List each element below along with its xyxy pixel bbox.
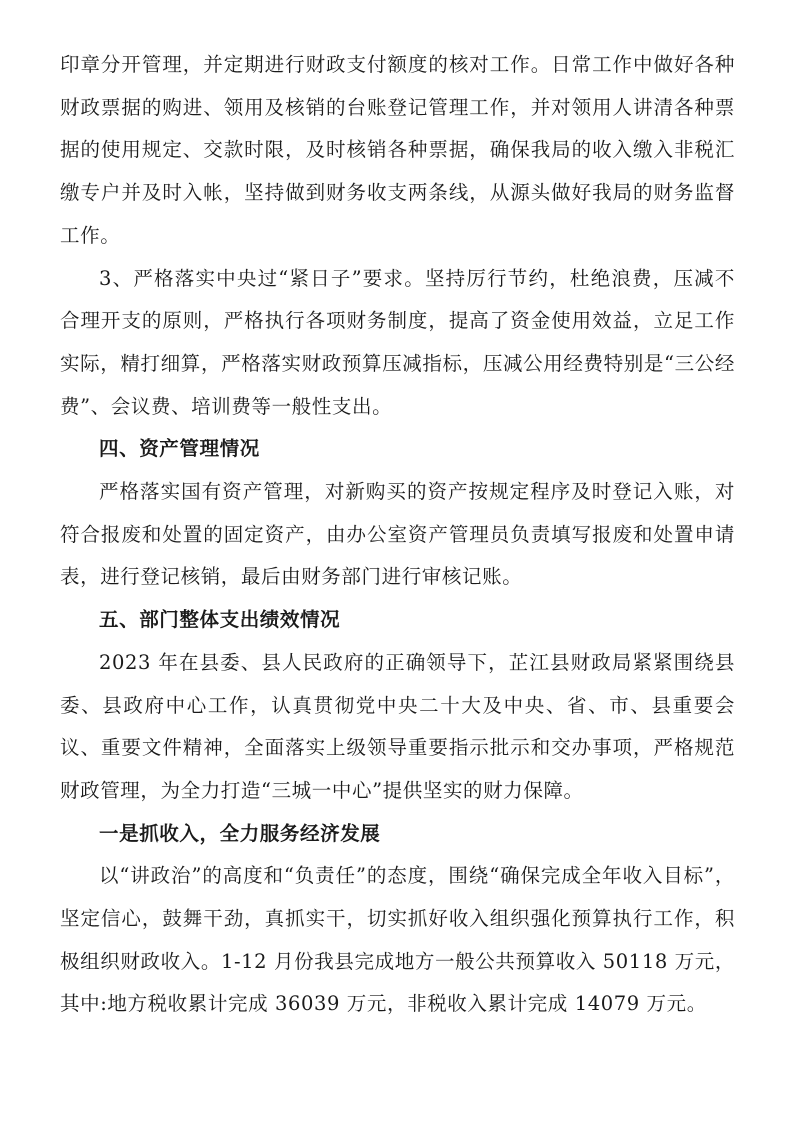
paragraph-department-performance: 2023 年在县委、县人民政府的正确领导下，芷江县财政局紧紧围绕县委、县政府中心工作，认真贯彻党中央二十大及中央、省、市、县重要会议、重要文件精神，全面落实上级领导重要指示批示和交办事项，严格规范财政管理，为全力打造“三城一中心”提供坚实的财力保障。 <box>60 650 735 802</box>
document-body <box>60 44 735 1026</box>
heading-department-performance: 五、部门整体支出绩效情况 <box>99 608 341 632</box>
paragraph-tight-budget: 3、严格落实中央过“紧日子”要求。坚持厉行节约，杜绝浪费，压减不合理开支的原则，严格执行各项财务制度，提高了资金使用效益，立足工作实际，精打细算，严格落实财政预算压减指标，压减公用经费特别是“三公经费”、会议费、培训费等一般性支出。 <box>60 266 735 418</box>
heading-revenue: 一是抓收入，全力服务经济发展 <box>99 821 381 845</box>
paragraph-asset-management: 严格落实国有资产管理，对新购买的资产按规定程序及时登记入账，对符合报废和处置的固定资产，由办公室资产管理员负责填写报废和处置申请表，进行登记核销，最后由财务部门进行审核记账。 <box>60 480 735 589</box>
paragraph-revenue: 以“讲政治”的高度和“负责任”的态度，围绕“确保完成全年收入目标”，坚定信心，鼓舞干劲，真抓实干，切实抓好收入组织强化预算执行工作，积极组织财政收入。1-12 月份我县完成地方一般公共预算收入 50118 万元，其中:地方税收累计完成 36039 万元，非税收入累计完成 14079 万元。 <box>60 864 735 1016</box>
heading-asset-management: 四、资产管理情况 <box>99 437 260 461</box>
paragraph-financial-receipts: 印章分开管理，并定期进行财政支付额度的核对工作。日常工作中做好各种财政票据的购进、领用及核销的台账登记管理工作，并对领用人讲清各种票据的使用规定、交款时限，及时核销各种票据，确保我局的收入缴入非税汇缴专户并及时入帐，坚持做到财务收支两条线，从源头做好我局的财务监督工作。 <box>60 53 735 247</box>
